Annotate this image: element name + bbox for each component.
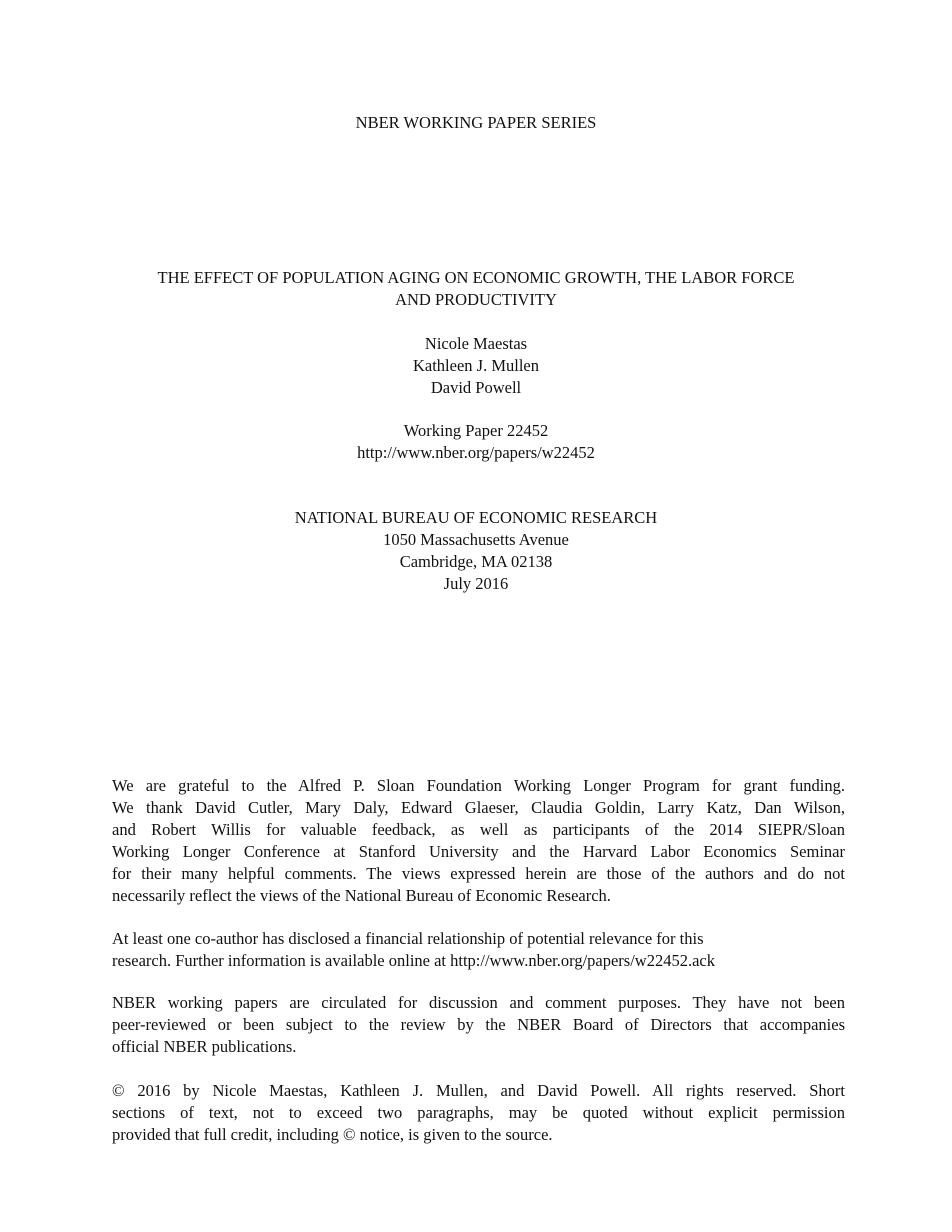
institution-name: NATIONAL BUREAU OF ECONOMIC RESEARCH (294, 508, 658, 527)
circulation-paragraph (112, 992, 845, 1058)
acknowledgments-paragraph (112, 775, 845, 907)
working-paper-info (0, 420, 952, 464)
author-name: David Powell (430, 378, 522, 397)
paragraph-line: peer-reviewed or been subject to the review by the NBER Board of Directors that accompanies (112, 1015, 845, 1034)
paragraph-line: necessarily reflect the views of the National Bureau of Economic Research. (112, 886, 611, 905)
paragraph-line: for their many helpful comments. The views expressed herein are those of the authors and do not (112, 864, 845, 883)
copyright-paragraph (112, 1080, 845, 1146)
working-paper-url[interactable]: http://www.nber.org/papers/w22452 (357, 443, 595, 462)
author-name: Kathleen J. Mullen (412, 356, 539, 375)
author-name: Nicole Maestas (424, 334, 528, 353)
paper-title (0, 267, 952, 311)
paragraph-line: research. Further information is available online at http://www.nber.org/papers/w22452.ack (112, 951, 715, 970)
working-paper-number: Working Paper 22452 (403, 421, 549, 440)
publication-date: July 2016 (443, 574, 509, 593)
institution-city: Cambridge, MA 02138 (399, 552, 553, 571)
paragraph-line: © 2016 by Nicole Maestas, Kathleen J. Mullen, and David Powell. All rights reserved. Short (112, 1081, 845, 1100)
paragraph-line: We thank David Cutler, Mary Daly, Edward Glaeser, Claudia Goldin, Larry Katz, Dan Wilson, (112, 798, 845, 817)
paragraph-line: and Robert Willis for valuable feedback, as well as participants of the 2014 SIEPR/Sloan (112, 820, 845, 839)
paragraph-line: We are grateful to the Alfred P. Sloan Foundation Working Longer Program for grant funding. (112, 776, 845, 795)
institution-block (0, 507, 952, 595)
paragraph-line: sections of text, not to exceed two paragraphs, may be quoted without explicit permission (112, 1103, 845, 1122)
paragraph-line: provided that full credit, including © notice, is given to the source. (112, 1125, 553, 1144)
author-list (0, 333, 952, 399)
paragraph-line: official NBER publications. (112, 1037, 297, 1056)
institution-street: 1050 Massachusetts Avenue (383, 530, 569, 549)
series-heading: NBER WORKING PAPER SERIES (355, 113, 597, 132)
title-line: THE EFFECT OF POPULATION AGING ON ECONOMIC GROWTH, THE LABOR FORCE (157, 268, 795, 287)
title-line: AND PRODUCTIVITY (395, 290, 557, 309)
disclosure-paragraph (112, 928, 845, 972)
paragraph-line: Working Longer Conference at Stanford University and the Harvard Labor Economics Seminar (112, 842, 845, 861)
paragraph-line: At least one co-author has disclosed a financial relationship of potential relevance for this (112, 929, 704, 948)
paragraph-line: NBER working papers are circulated for discussion and comment purposes. They have not been (112, 993, 845, 1012)
